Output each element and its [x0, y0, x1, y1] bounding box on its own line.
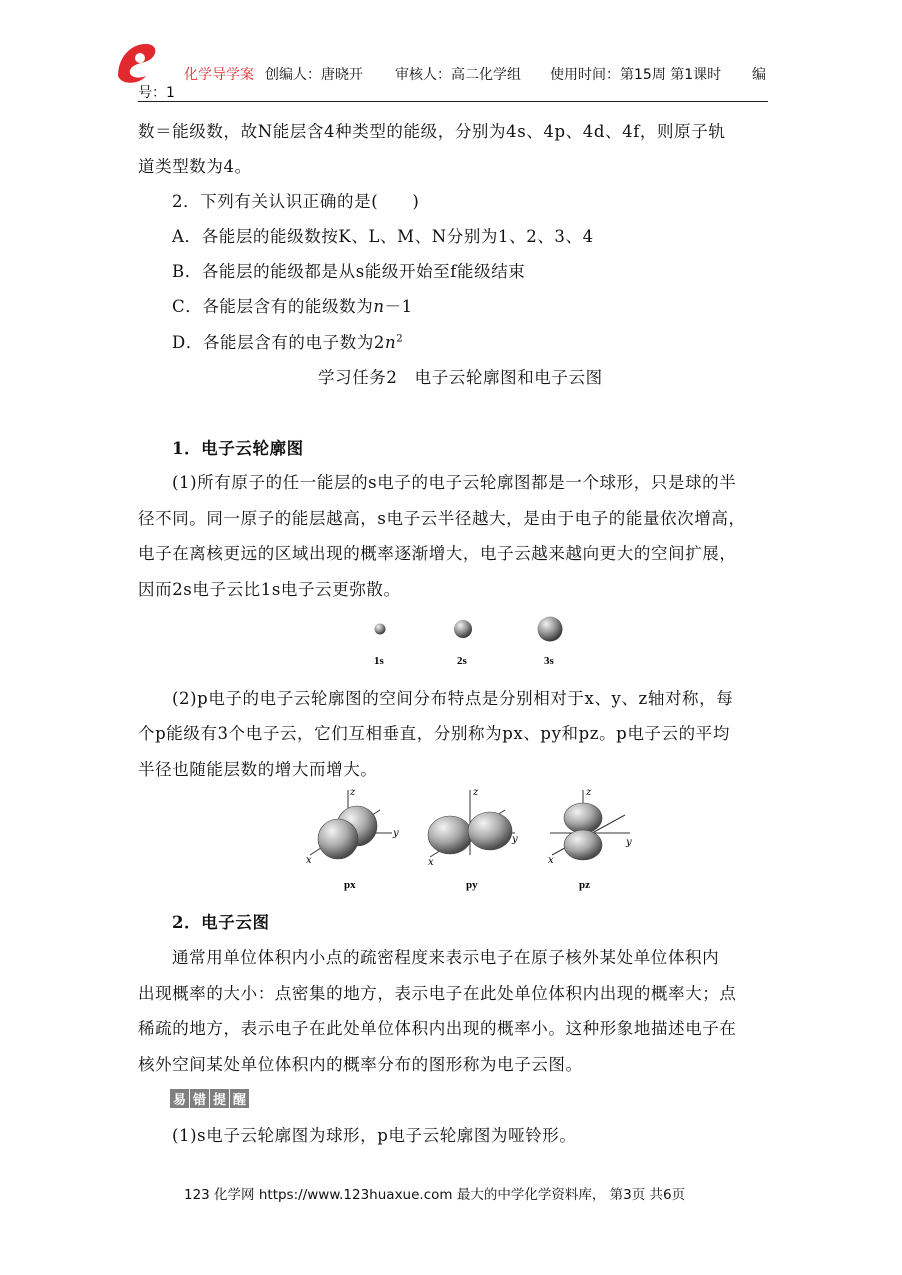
text-line: 核外空间某处单位体积内的概率分布的图形称为电子云图。 — [138, 1055, 583, 1074]
orbital-py — [428, 787, 518, 891]
text-line: 出现概率的大小：点密集的地方，表示电子在此处单位体积内出现的概率大；点 — [138, 984, 737, 1003]
label-2s: 2s — [457, 655, 467, 667]
axis-z-label: z — [473, 787, 479, 798]
section-heading-2: 2．电子云图 — [172, 913, 270, 932]
orbital-px — [306, 787, 399, 891]
option-b: B．各能层的能级都是从s能级开始至f能级结束 — [172, 262, 526, 281]
text-line: 半径也随能层数的增大而增大。 — [138, 760, 378, 779]
tag-char: 易 — [170, 1089, 189, 1108]
axis-y-label: y — [626, 837, 632, 848]
text-line: (1)所有原子的任一能层的s电子的电子云轮廓图都是一个球形，只是球的半 — [172, 473, 737, 492]
option-d-text: D．各能层含有的电子数为2 — [172, 333, 386, 352]
option-c — [172, 293, 413, 317]
p-orbitals-figure — [300, 785, 650, 895]
axis-z-label: z — [586, 787, 592, 798]
axis-y-label: y — [512, 834, 518, 845]
label-px: px — [344, 879, 356, 891]
option-c-text: C．各能层含有的能级数为 — [172, 297, 374, 316]
s-orbitals-figure — [360, 612, 580, 672]
axis-y-label: y — [393, 828, 399, 839]
header-number: 号：1 — [138, 85, 175, 101]
var-n: n — [385, 333, 397, 352]
header-number-label: 编 — [752, 67, 766, 83]
error-tip-badge — [170, 1089, 249, 1108]
axis-z-label: z — [350, 787, 356, 798]
tag-char: 醒 — [230, 1089, 249, 1108]
logo — [112, 36, 162, 86]
orbital-2s — [454, 620, 472, 638]
tip-note: (1)s电子云轮廓图为球形，p电子云轮廓图为哑铃形。 — [172, 1126, 577, 1145]
logo-icon — [112, 36, 162, 86]
header-reviewer: 审核人：高二化学组 — [395, 67, 521, 83]
task-heading: 学习任务2 电子云轮廓图和电子云图 — [318, 368, 603, 387]
text-line: 径不同。同一原子的能层越高，s电子云半径越大，是由于电子的能量依次增高， — [138, 509, 746, 528]
question-2: 2．下列有关认识正确的是( ) — [172, 192, 420, 211]
tag-char: 错 — [190, 1089, 209, 1108]
axis-x-label: x — [548, 855, 554, 866]
page-footer: 123 化学网 https://www.123huaxue.com 最大的中学化学资料库， 第3页 共6页 — [184, 1187, 686, 1203]
label-py: py — [466, 879, 478, 891]
text-line: 数＝能级数，故N能层含4种类型的能级，分别为4s、4p、4d、4f，则原子轨 — [138, 122, 726, 141]
text-line: 道类型数为4。 — [138, 157, 252, 176]
text-line: 稀疏的地方，表示电子在此处单位体积内出现的概率小。这种形象地描述电子在 — [138, 1019, 737, 1038]
text-line: (2)p电子的电子云轮廓图的空间分布特点是分别相对于x、y、z轴对称，每 — [172, 689, 734, 708]
tag-char: 提 — [210, 1089, 229, 1108]
var-n: n — [373, 297, 385, 316]
option-d — [172, 329, 403, 353]
option-a: A．各能层的能级数按K、L、M、N分别为1、2、3、4 — [172, 227, 594, 246]
orbital-1s — [375, 624, 386, 635]
text-line: 电子在离核更远的区域出现的概率逐渐增大，电子云越来越向更大的空间扩展， — [138, 544, 737, 563]
header-brand: 化学导学案 — [184, 67, 254, 83]
label-1s: 1s — [374, 655, 384, 667]
option-c-tail: －1 — [384, 297, 413, 316]
axis-x-label: x — [428, 857, 434, 868]
header-time: 使用时间：第15周 第1课时 — [550, 67, 722, 83]
header-rule — [138, 101, 768, 102]
label-3s: 3s — [544, 655, 554, 667]
orbital-pz — [548, 787, 632, 891]
text-line: 因而2s电子云比1s电子云更弥散。 — [138, 580, 401, 599]
orbital-3s — [538, 617, 563, 642]
section-heading-1: 1．电子云轮廓图 — [172, 439, 304, 458]
label-pz: pz — [579, 879, 590, 891]
text-line: 个p能级有3个电子云，它们互相垂直，分别称为px、py和pz。p电子云的平均 — [138, 724, 730, 743]
axis-x-label: x — [306, 855, 312, 866]
header-author: 创编人：唐晓开 — [265, 67, 363, 83]
superscript: 2 — [396, 333, 404, 345]
text-line: 通常用单位体积内小点的疏密程度来表示电子在原子核外某处单位体积内 — [172, 948, 720, 967]
